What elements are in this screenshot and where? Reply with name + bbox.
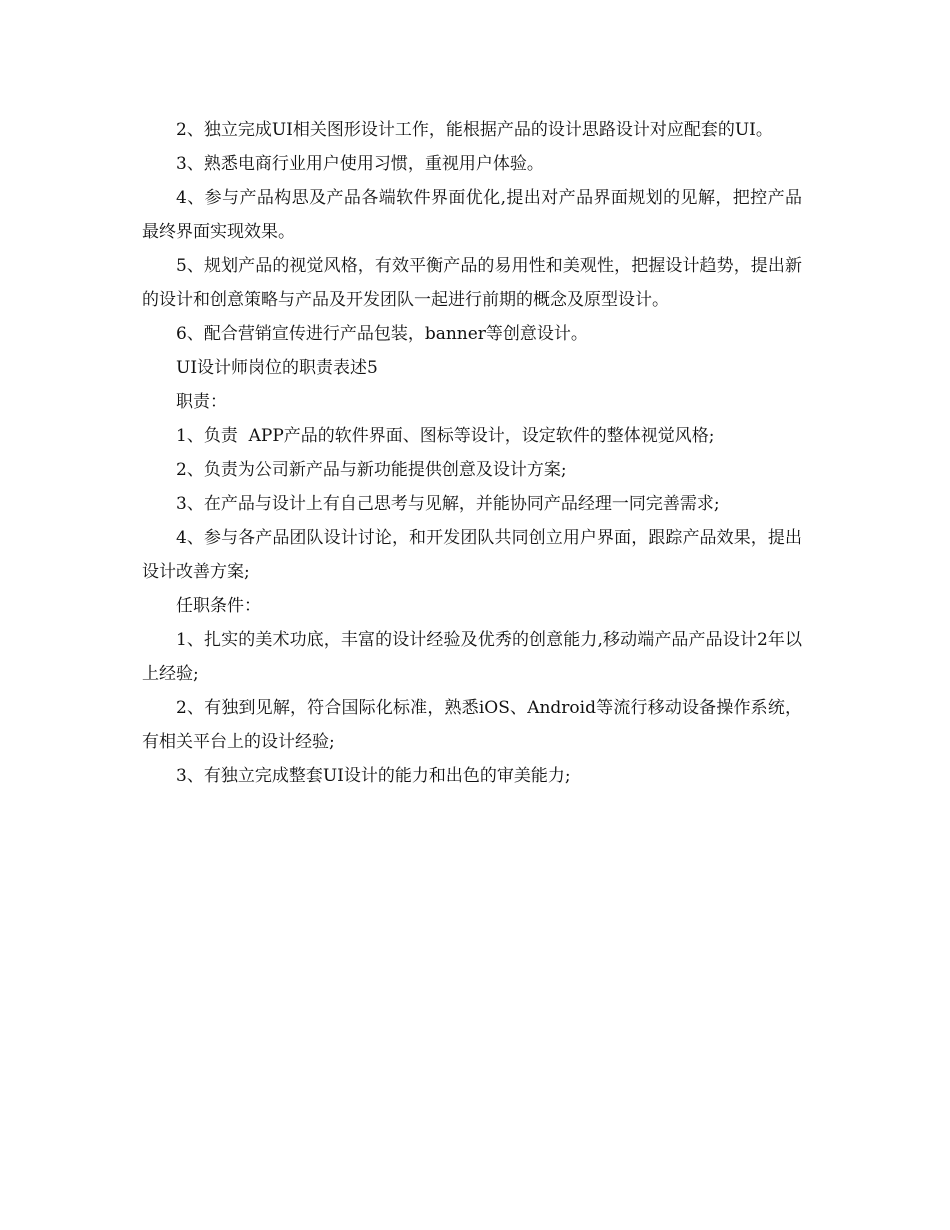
paragraph-duty-4: 4、参与各产品团队设计讨论，和开发团队共同创立用户界面，跟踪产品效果，提出设计改善方案; [142,528,802,582]
paragraph-responsibility-3: 3、熟悉电商行业用户使用习惯，重视用户体验。 [176,154,544,174]
paragraph-responsibility-2: 2、独立完成UI相关图形设计工作，能根据产品的设计思路设计对应配套的UI。 [176,120,773,140]
document-body [142,113,802,793]
requirements-heading: 任职条件： [176,596,261,616]
paragraph-duty-1: 1、负责 APP产品的软件界面、图标等设计，设定软件的整体视觉风格; [176,426,715,446]
paragraph-duty-3: 3、在产品与设计上有自己思考与见解，并能协同产品经理一同完善需求; [176,494,720,514]
paragraph-responsibility-6: 6、配合营销宣传进行产品包装，banner等创意设计。 [176,324,588,344]
paragraph-responsibility-5: 5、规划产品的视觉风格，有效平衡产品的易用性和美观性，把握设计趋势，提出新的设计和创意策略与产品及开发团队一起进行前期的概念及原型设计。 [142,256,802,310]
paragraph-duty-2: 2、负责为公司新产品与新功能提供创意及设计方案; [176,460,567,480]
section-heading: UI设计师岗位的职责表述5 [176,358,378,378]
paragraph-responsibility-4: 4、参与产品构思及产品各端软件界面优化,提出对产品界面规划的见解，把控产品最终界面实现效果。 [142,188,802,242]
duties-heading: 职责： [176,392,227,412]
paragraph-requirement-1: 1、扎实的美术功底，丰富的设计经验及优秀的创意能力,移动端产品产品设计2年以上经验; [142,630,802,684]
paragraph-requirement-2: 2、有独到见解，符合国际化标准，熟悉iOS、Android等流行移动设备操作系统，有相关平台上的设计经验; [142,698,802,752]
paragraph-requirement-3: 3、有独立完成整套UI设计的能力和出色的审美能力; [176,766,571,786]
